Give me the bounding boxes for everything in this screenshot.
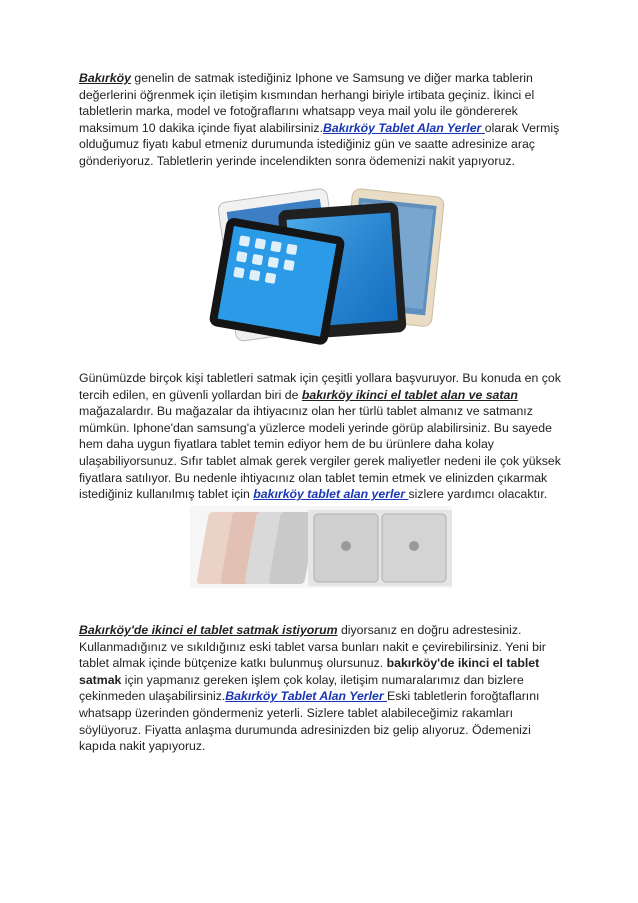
keyword-ikinci-el-tablet-satmak: bakırköy'de ikinci el tablet satmak	[79, 656, 540, 687]
link-bakirkoy-tablet-alan-yerler-2[interactable]: bakırköy tablet alan yerler	[253, 487, 409, 502]
paragraph-2	[79, 370, 563, 503]
keyword-bakirkoy: Bakırköy	[79, 71, 131, 85]
paragraph-1-text-b: olarak Vermiş olduğumuz fiyatı kabul etmeniz durumunda istediğiniz gün ve saatte adresinize araç gönderiyoruz. Tabletlerin yerinde incelendikten sonra ödemenizi nakit yapıyoruz.	[79, 120, 560, 168]
keyword-tablet-satmak: Bakırköy'de ikinci el tablet satmak istiyorum	[79, 623, 338, 637]
paragraph-2-text-a: Günümüzde birçok kişi tabletleri satmak için çeşitli yollara başvuruyor. Bu konuda en çok tercih edilen, en güvenli yollardan biri de	[79, 371, 561, 402]
paragraph-3	[79, 622, 563, 755]
link-bakirkoy-tablet-alan-yerler-1[interactable]: Bakırköy Tablet Alan Yerler	[322, 120, 485, 135]
rose-silver-ipads-image	[190, 506, 452, 588]
paragraph-2-text-b: mağazalardır. Bu mağazalar da ihtiyacınız olan her türlü tablet almanız ve satmanız mümkün. Iphone'dan samsung'a yüzlerce modeli yerinde görüp alabilirsiniz. Bu sayede hem daha uygun fiyatlara tablet temin ediyor hem de bu ürünlere daha kolay ulaşabiliyorsunuz. Sıfır tablet almak gerek vergiler gerek maliyetler nedeni ile çok yüksek fiyatlara satılıyor. Bu nedenle ihtiyacınız olan tablet temin etmek ve elinizden çıkarmak istediğiniz kullanılmış tablet için	[79, 404, 561, 502]
paragraph-2-text-c: sizlere yardımcı olacaktır.	[408, 487, 548, 502]
paragraph-3-text-a: diyorsanız en doğru adrestesiniz. Kullanmadığınız ve sıkıldığınız eski tablet varsa bunları nakit e çevirebilirsiniz. Yeni bir tablet almak içinde bütçenize katkı bulunmuş olursunuz.	[79, 623, 546, 671]
paragraph-1-text-a: genelin de satmak istediğiniz Iphone ve Samsung ve diğer marka tablerin değerlerini öğrenmek için iletişim kısmından herhangi biriyle irtibata geçiniz. İkinci el tabletlerin marka, model ve fotoğraflarını whatsapp veya mail yolu ile göndererek maksimum 10 dakika içinde fiyat alabilirsiniz.	[79, 71, 535, 135]
link-bakirkoy-tablet-alan-yerler-3[interactable]: Bakırköy Tablet Alan Yerler	[225, 689, 388, 704]
paragraph-3-text-b: için yapmanız gereken işlem çok kolay, iletişim numaralarımız dan bizlere çekinmeden ulaşabilirsiniz.	[79, 672, 524, 704]
stacked-ipads-image	[186, 188, 448, 348]
paragraph-1	[79, 70, 563, 170]
paragraph-3-text-c: Eski tabletlerin foroğtaflarını whatsapp üzerinden göndermeniz yeterli. Sizlere tablet alabileceğimiz rakamları söylüyoruz. Fiyatta anlaşma durumunda adresinizden biz gelip alıyoruz. Ödemenizi kapıda nakit yapıyoruz.	[79, 689, 540, 754]
link-bakirkoy-ikinci-el-tablet[interactable]: bakırköy ikinci el tablet alan ve satan	[301, 387, 518, 402]
